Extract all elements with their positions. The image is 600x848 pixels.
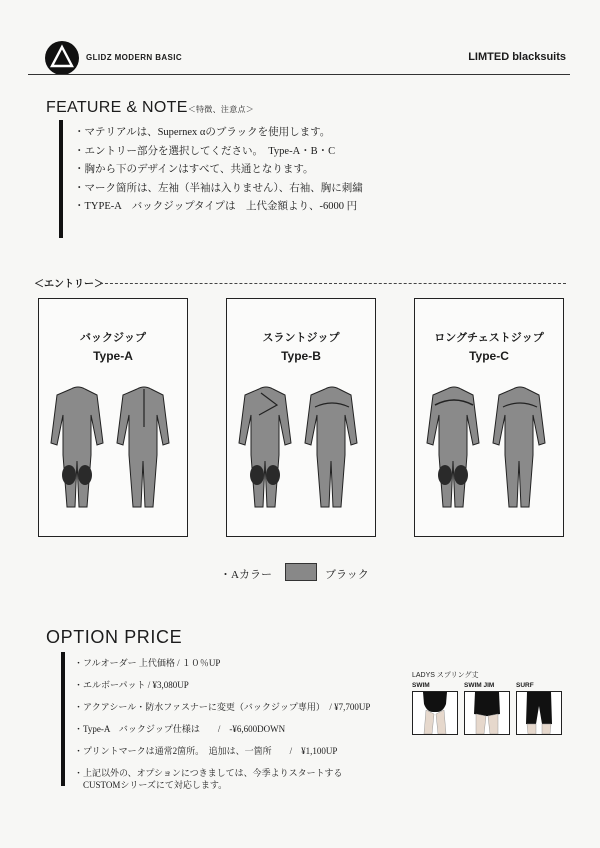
swim-thumbnail: [412, 691, 458, 735]
feature-title: FEATURE & NOTE: [46, 99, 188, 116]
feature-heading: [46, 99, 254, 117]
feature-item: ・エントリー部分を選択してください。 Type-A・B・C: [74, 145, 336, 157]
option-item: ・フルオーダー 上代価格 / １０％UP: [74, 658, 221, 668]
option-item: ・エルボーパット / ¥3,080UP: [74, 680, 189, 690]
entry-card-name: ロングチェストジップ: [434, 332, 544, 344]
feature-item: ・マーク箇所は、左袖（半袖は入りません）、右袖、胸に刺繍: [74, 182, 363, 194]
feature-accent-bar: [59, 120, 63, 238]
surf-thumbnail: [516, 691, 562, 735]
entry-dashed-line: [100, 283, 566, 284]
option-accent-bar: [61, 652, 65, 786]
thumb-label: SURF: [516, 682, 534, 689]
option-item: ・上記以外の、オプションにつきましては、今季よりスタートする: [74, 768, 343, 778]
option-item: ・プリントマークは通常2箇所。 追加は、一箇所 / ¥1,100UP: [74, 746, 338, 756]
entry-card-type-b: [226, 298, 376, 537]
swim-jim-figure-icon: [465, 692, 509, 734]
wetsuit-slant-zip-icon: [231, 385, 371, 517]
entry-card-type-a: [38, 298, 188, 537]
feature-subtitle: ＜特徴、注意点＞: [187, 105, 255, 114]
option-item: ・アクアシール・防水ファスナーに変更（バックジップ専用） / ¥7,700UP: [74, 702, 371, 712]
entry-card-type: Type-A: [93, 349, 133, 363]
entry-card-type: Type-C: [469, 349, 509, 363]
ladys-label: LADYS スプリング丈: [412, 672, 479, 679]
thumb-label: SWIM: [412, 682, 430, 689]
option-title: OPTION PRICE: [46, 627, 183, 647]
wetsuit-long-chest-zip-icon: [419, 385, 559, 517]
feature-item: ・マテリアルは、Supernex αのブラックを使用します。: [74, 127, 331, 138]
entry-card-name: バックジップ: [80, 332, 146, 344]
entry-label: ＜エントリー＞: [34, 279, 104, 290]
swim-jim-thumbnail: [464, 691, 510, 735]
entry-card-name: スラントジップ: [262, 332, 340, 344]
color-name: ブラック: [325, 569, 369, 581]
option-item: ・Type-A バックジップ仕様は / -¥6,600DOWN: [74, 724, 286, 734]
color-swatch: [285, 563, 317, 581]
header-divider: [28, 74, 570, 75]
feature-item: ・TYPE-A バックジップタイプは 上代金額より、-6000 円: [74, 201, 358, 213]
wetsuit-back-zip-icon: [43, 385, 183, 517]
feature-item: ・胸から下のデザインはすべて、共通となります。: [74, 164, 314, 176]
feature-list: [74, 124, 363, 217]
entry-card-type-c: [414, 298, 564, 537]
option-item: CUSTOMシリーズにて対応します。: [74, 780, 228, 790]
swim-figure-icon: [413, 692, 457, 734]
thumb-label: SWIM JIM: [464, 682, 495, 689]
surf-figure-icon: [517, 692, 561, 734]
entry-card-type: Type-B: [281, 349, 321, 363]
color-label: ・Aカラー: [220, 569, 272, 581]
document-title: LIMTED blacksuits: [468, 51, 566, 63]
triangle-logo-icon: [44, 40, 80, 76]
brand-name: GLIDZ MODERN BASIC: [86, 53, 183, 62]
